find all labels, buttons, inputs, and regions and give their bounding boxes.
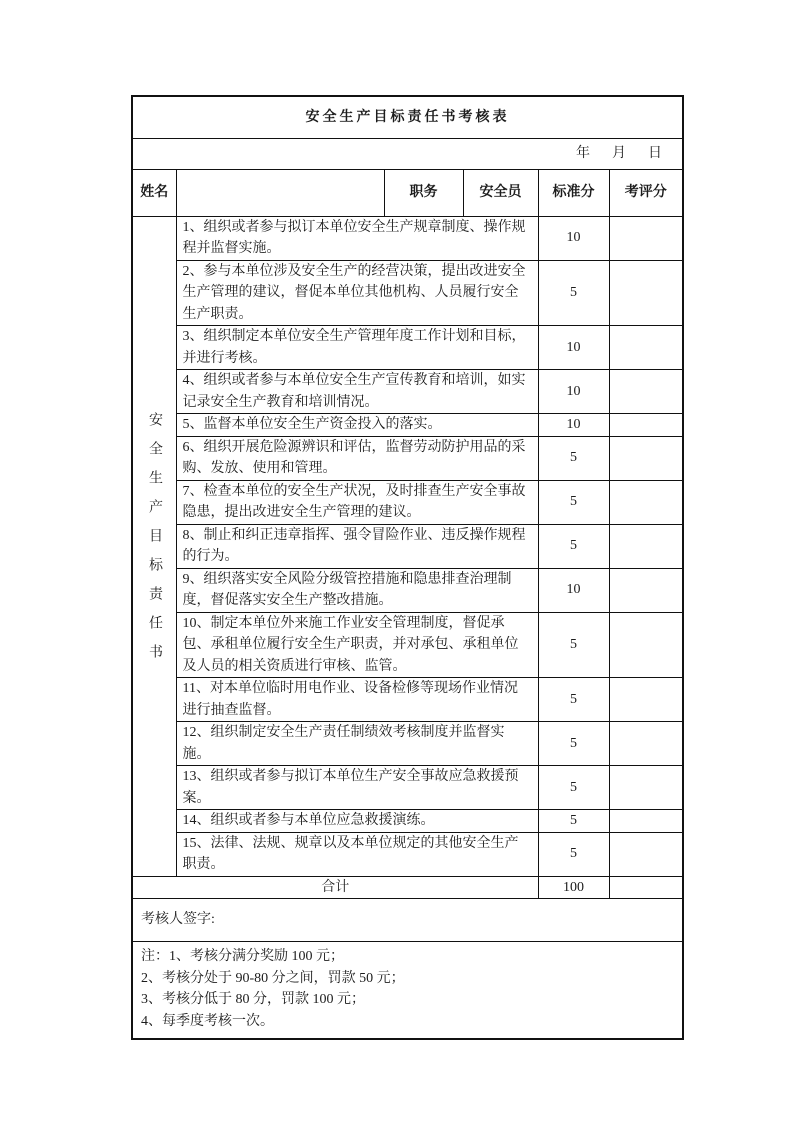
eval-score-value	[609, 722, 683, 766]
eval-score-value	[609, 524, 683, 568]
signer-row	[132, 899, 683, 942]
eval-score-value	[609, 832, 683, 876]
duty-text: 11、对本单位临时用电作业、设备检修等现场作业情况进行抽查监督。	[176, 678, 538, 722]
duty-text: 14、组织或者参与本单位应急救援演练。	[176, 810, 538, 833]
standard-score-value: 5	[538, 436, 609, 480]
table-row	[132, 524, 683, 568]
table-row	[132, 216, 683, 260]
table-row	[132, 810, 683, 833]
notes-row	[132, 942, 683, 1040]
duty-text: 8、制止和纠正违章指挥、强令冒险作业、违反操作规程的行为。	[176, 524, 538, 568]
side-label-vertical: 安全生产目标责任书	[147, 411, 162, 673]
table-row	[132, 678, 683, 722]
table-row	[132, 568, 683, 612]
eval-score-value	[609, 216, 683, 260]
header-position-value: 安全员	[463, 169, 538, 216]
table-row	[132, 260, 683, 326]
eval-score-value	[609, 568, 683, 612]
total-eval-score	[609, 876, 683, 899]
standard-score-value: 5	[538, 722, 609, 766]
eval-score-value	[609, 370, 683, 414]
standard-score-value: 5	[538, 832, 609, 876]
standard-score-value: 5	[538, 766, 609, 810]
eval-score-value	[609, 678, 683, 722]
header-name: 姓名	[132, 169, 176, 216]
eval-score-value	[609, 480, 683, 524]
duty-text: 1、组织或者参与拟订本单位安全生产规章制度、操作规程并监督实施。	[176, 216, 538, 260]
table-row	[132, 722, 683, 766]
eval-score-value	[609, 810, 683, 833]
duty-text: 2、参与本单位涉及安全生产的经营决策，提出改进安全生产管理的建议，督促本单位其他机构、人员履行安全生产职责。	[176, 260, 538, 326]
total-label: 合计	[132, 876, 538, 899]
duty-text: 15、法律、法规、规章以及本单位规定的其他安全生产职责。	[176, 832, 538, 876]
duty-text: 13、组织或者参与拟订本单位生产安全事故应急救援预案。	[176, 766, 538, 810]
date-fields	[133, 143, 682, 165]
duty-text: 10、制定本单位外来施工作业安全管理制度，督促承包、承租单位履行安全生产职责，并对承包、承租单位及人员的相关资质进行审核、监管。	[176, 612, 538, 678]
standard-score-value: 10	[538, 370, 609, 414]
duty-text: 7、检查本单位的安全生产状况，及时排查生产安全事故隐患，提出改进安全生产管理的建议。	[176, 480, 538, 524]
standard-score-value: 5	[538, 260, 609, 326]
standard-score-value: 10	[538, 414, 609, 437]
eval-score-value	[609, 326, 683, 370]
page-title: 安全生产目标责任书考核表	[132, 96, 683, 138]
standard-score-value: 5	[538, 810, 609, 833]
date-year-label: 年	[576, 145, 591, 161]
table-row	[132, 370, 683, 414]
duty-text: 3、组织制定本单位安全生产管理年度工作计划和目标，并进行考核。	[176, 326, 538, 370]
note-line: 2、考核分处于 90-80 分之间，罚款 50 元；	[141, 970, 405, 986]
duty-text: 12、组织制定安全生产责任制绩效考核制度并监督实施。	[176, 722, 538, 766]
eval-score-value	[609, 612, 683, 678]
side-label-cell	[132, 216, 176, 876]
duty-text: 5、监督本单位安全生产资金投入的落实。	[176, 414, 538, 437]
header-row	[132, 169, 683, 216]
duty-text: 9、组织落实安全风险分级管控措施和隐患排查治理制度，督促落实安全生产整改措施。	[176, 568, 538, 612]
date-day-label: 日	[648, 145, 663, 161]
date-month-label: 月	[612, 145, 627, 161]
standard-score-value: 5	[538, 612, 609, 678]
eval-score-value	[609, 260, 683, 326]
standard-score-value: 10	[538, 568, 609, 612]
header-position-label: 职务	[384, 169, 463, 216]
standard-score-value: 10	[538, 326, 609, 370]
duty-text: 6、组织开展危险源辨识和评估，监督劳动防护用品的采购、发放、使用和管理。	[176, 436, 538, 480]
standard-score-value: 5	[538, 480, 609, 524]
note-line: 3、考核分低于 80 分，罚款 100 元；	[141, 992, 365, 1007]
notes-cell	[132, 942, 683, 1040]
header-eval-score: 考评分	[609, 169, 683, 216]
note-line: 4、每季度考核一次。	[141, 1013, 274, 1029]
standard-score-value: 10	[538, 216, 609, 260]
standard-score-value: 5	[538, 678, 609, 722]
total-row	[132, 876, 683, 899]
eval-score-value	[609, 414, 683, 437]
standard-score-value: 5	[538, 524, 609, 568]
header-standard-score: 标准分	[538, 169, 609, 216]
table-row	[132, 436, 683, 480]
eval-score-value	[609, 766, 683, 810]
table-row	[132, 766, 683, 810]
header-blank	[176, 169, 384, 216]
note-line: 注：1、考核分满分奖励 100 元；	[141, 949, 344, 964]
title-row	[132, 96, 683, 138]
table-row	[132, 612, 683, 678]
eval-score-value	[609, 436, 683, 480]
date-cell	[132, 138, 683, 169]
date-row	[132, 138, 683, 169]
table-row	[132, 414, 683, 437]
total-score-value: 100	[538, 876, 609, 899]
table-row	[132, 326, 683, 370]
signer-label: 考核人签字:	[132, 899, 683, 942]
duty-text: 4、组织或者参与本单位安全生产宣传教育和培训，如实记录安全生产教育和培训情况。	[176, 370, 538, 414]
table-row	[132, 480, 683, 524]
assessment-table	[131, 95, 684, 1040]
table-row	[132, 832, 683, 876]
